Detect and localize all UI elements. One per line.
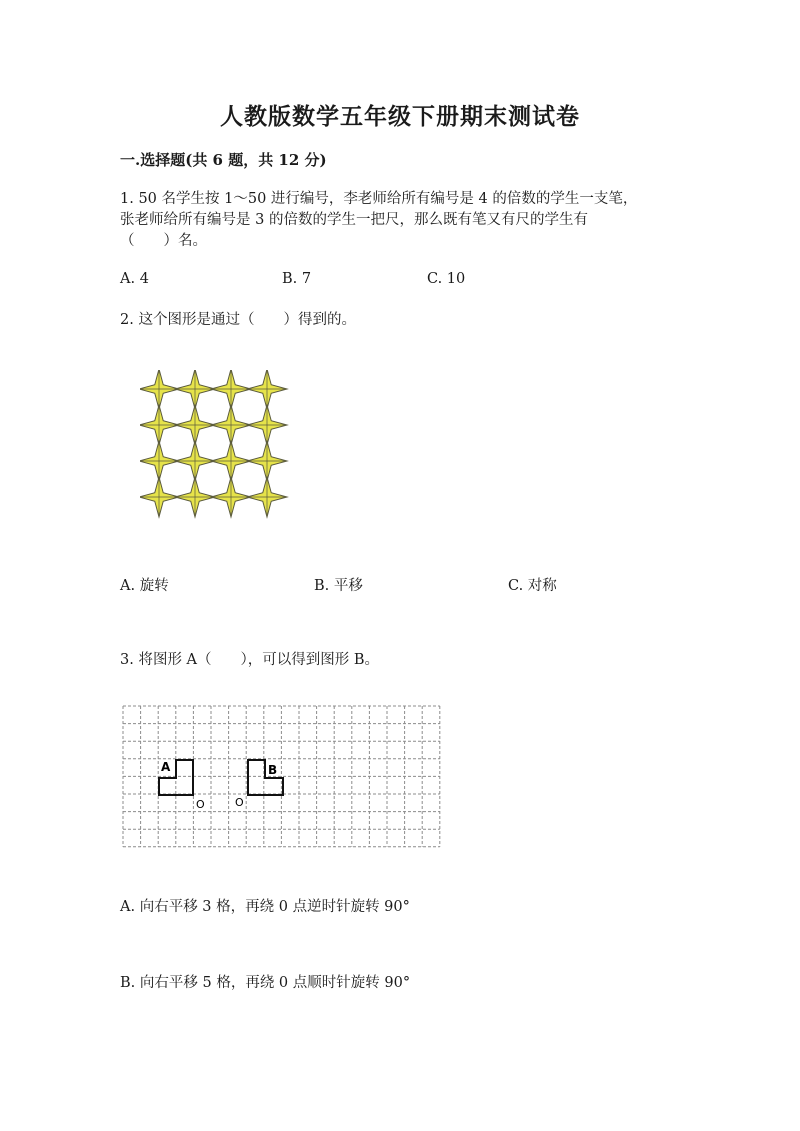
- star-tessellation-figure: [140, 370, 302, 532]
- section-heading: 一.选择题(共 6 题，共 12 分): [120, 151, 327, 169]
- point-o-label-2: O: [235, 796, 244, 809]
- question-2-option-c: C. 对称: [508, 578, 557, 594]
- question-1-line-3: （ ）名。: [120, 233, 207, 249]
- grid-transformation-figure: [118, 700, 448, 855]
- question-1-option-c: C. 10: [427, 271, 466, 287]
- question-3-option-b: B. 向右平移 5 格，再绕 0 点顺时针旋转 90°: [120, 975, 411, 991]
- shape-a-label: A: [161, 760, 171, 774]
- question-2-line-1: 2. 这个图形是通过（ ）得到的。: [120, 312, 356, 328]
- question-2-option-b: B. 平移: [314, 578, 363, 594]
- question-1-option-b: B. 7: [282, 271, 312, 287]
- shape-b-outline: [248, 760, 283, 795]
- question-2-option-a: A. 旋转: [120, 578, 169, 594]
- question-1-line-1: 1. 50 名学生按 1～50 进行编号，李老师给所有编号是 4 的倍数的学生一支笔，: [120, 191, 638, 207]
- question-3-option-a: A. 向右平移 3 格，再绕 0 点逆时针旋转 90°: [120, 899, 410, 915]
- dotted-grid: [123, 706, 440, 847]
- question-1-option-a: A. 4: [120, 271, 149, 287]
- question-3-line-1: 3. 将图形 A（ ），可以得到图形 B。: [120, 652, 380, 668]
- shape-b-label: B: [268, 763, 278, 777]
- star-shape: [140, 370, 179, 409]
- page-title: 人教版数学五年级下册期末测试卷: [220, 103, 580, 130]
- point-o-label-1: O: [196, 798, 205, 811]
- question-1-line-2: 张老师给所有编号是 3 的倍数的学生一把尺，那么既有笔又有尺的学生有: [120, 212, 588, 228]
